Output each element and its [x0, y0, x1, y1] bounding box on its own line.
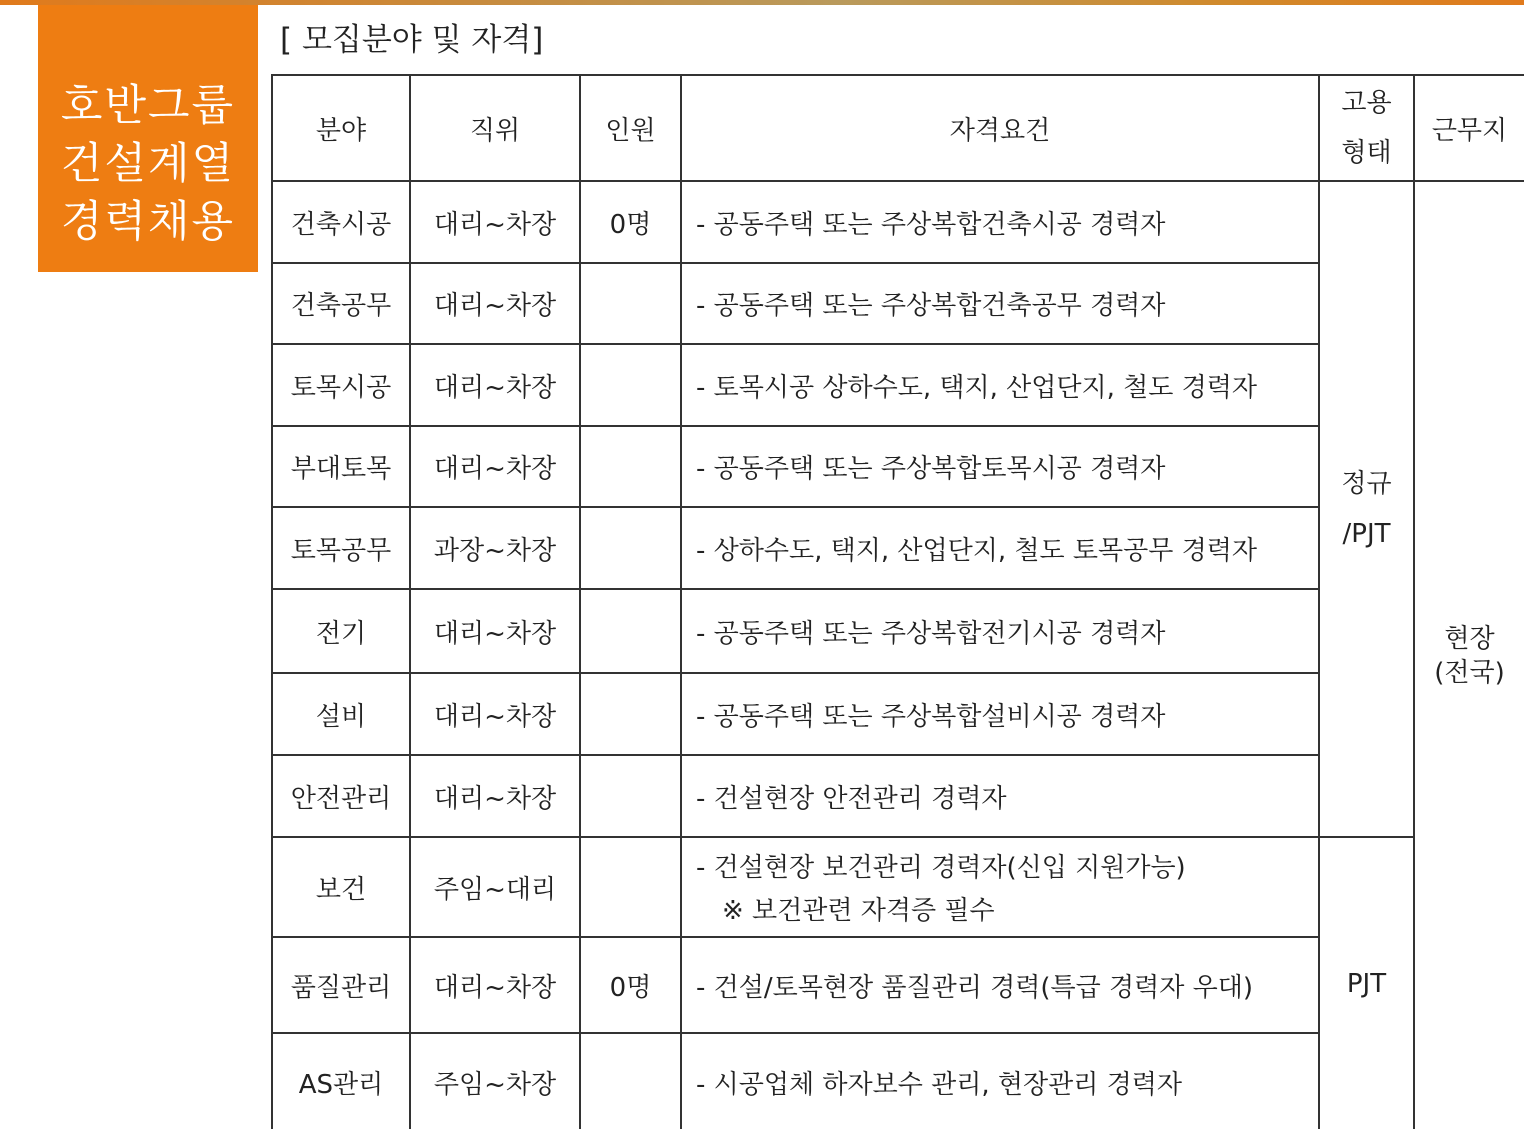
cell-position: 대리~차장: [410, 263, 580, 344]
header-workplace: 근무지: [1414, 75, 1524, 181]
table-row: [272, 181, 1524, 263]
cell-field: 건축시공: [272, 181, 410, 263]
workplace-line2: (전국): [1434, 658, 1505, 688]
table-header-row: [272, 75, 1524, 181]
cell-employment-type-regular: [1319, 181, 1414, 837]
cell-position: 대리~차장: [410, 589, 580, 673]
cell-headcount: [580, 507, 681, 589]
cell-field: 부대토목: [272, 426, 410, 507]
cell-headcount: [580, 426, 681, 507]
cell-field: 보건: [272, 837, 410, 937]
cell-requirement: - 공동주택 또는 주상복합설비시공 경력자: [681, 673, 1319, 755]
cell-headcount: [580, 673, 681, 755]
workplace-line1: 현장: [1444, 624, 1495, 654]
cell-requirement: - 공동주택 또는 주상복합전기시공 경력자: [681, 589, 1319, 673]
cell-position: 주임~대리: [410, 837, 580, 937]
cell-field: 설비: [272, 673, 410, 755]
cell-field: 품질관리: [272, 937, 410, 1033]
cell-requirement: - 건설/토목현장 품질관리 경력(특급 경력자 우대): [681, 937, 1319, 1033]
header-employment-type: [1319, 75, 1414, 181]
cell-position: 대리~차장: [410, 344, 580, 426]
cell-position: 대리~차장: [410, 426, 580, 507]
cell-field: 토목시공: [272, 344, 410, 426]
cell-headcount: [580, 589, 681, 673]
cell-position: 대리~차장: [410, 755, 580, 837]
header-requirements: 자격요건: [681, 75, 1319, 181]
badge-line-1: 호반그룹: [60, 81, 236, 131]
cell-headcount: [580, 755, 681, 837]
requirement-text: - 건설현장 보건관리 경력자(신입 지원가능): [696, 853, 1186, 883]
cell-requirement: - 공동주택 또는 주상복합건축시공 경력자: [681, 181, 1319, 263]
cell-headcount: [580, 837, 681, 937]
employment-type-group1-line2: /PJT: [1342, 519, 1391, 549]
cell-headcount: [580, 1033, 681, 1129]
cell-headcount: 0명: [580, 937, 681, 1033]
hiring-badge: [38, 5, 258, 272]
cell-workplace: [1414, 181, 1524, 1129]
cell-position: 대리~차장: [410, 937, 580, 1033]
cell-field: 안전관리: [272, 755, 410, 837]
employment-type-group1-line1: 정규: [1341, 469, 1392, 499]
cell-requirement: - 상하수도, 택지, 산업단지, 철도 토목공무 경력자: [681, 507, 1319, 589]
badge-line-3: 경력채용: [60, 197, 236, 247]
header-headcount: 인원: [580, 75, 681, 181]
cell-position: 대리~차장: [410, 181, 580, 263]
cell-position: 과장~차장: [410, 507, 580, 589]
cell-position: 주임~차장: [410, 1033, 580, 1129]
cell-requirement: - 공동주택 또는 주상복합건축공무 경력자: [681, 263, 1319, 344]
cell-field: 전기: [272, 589, 410, 673]
requirement-note: ※ 보건관련 자격증 필수: [722, 896, 995, 926]
header-field: 분야: [272, 75, 410, 181]
cell-field: AS관리: [272, 1033, 410, 1129]
cell-requirement: [681, 837, 1319, 937]
header-employment-type-line1: 고용: [1341, 88, 1392, 118]
section-title: [ 모집분야 및 자격]: [280, 22, 544, 58]
cell-headcount: [580, 344, 681, 426]
table-row: [272, 837, 1524, 937]
cell-field: 토목공무: [272, 507, 410, 589]
cell-headcount: [580, 263, 681, 344]
recruitment-table: [271, 74, 1524, 1129]
cell-position: 대리~차장: [410, 673, 580, 755]
cell-requirement: - 공동주택 또는 주상복합토목시공 경력자: [681, 426, 1319, 507]
cell-employment-type-pjt: PJT: [1319, 837, 1414, 1129]
cell-requirement: - 토목시공 상하수도, 택지, 산업단지, 철도 경력자: [681, 344, 1319, 426]
header-employment-type-line2: 형태: [1341, 138, 1392, 168]
badge-line-2: 건설계열: [60, 139, 236, 189]
cell-requirement: - 건설현장 안전관리 경력자: [681, 755, 1319, 837]
header-position: 직위: [410, 75, 580, 181]
cell-field: 건축공무: [272, 263, 410, 344]
cell-headcount: 0명: [580, 181, 681, 263]
cell-requirement: - 시공업체 하자보수 관리, 현장관리 경력자: [681, 1033, 1319, 1129]
